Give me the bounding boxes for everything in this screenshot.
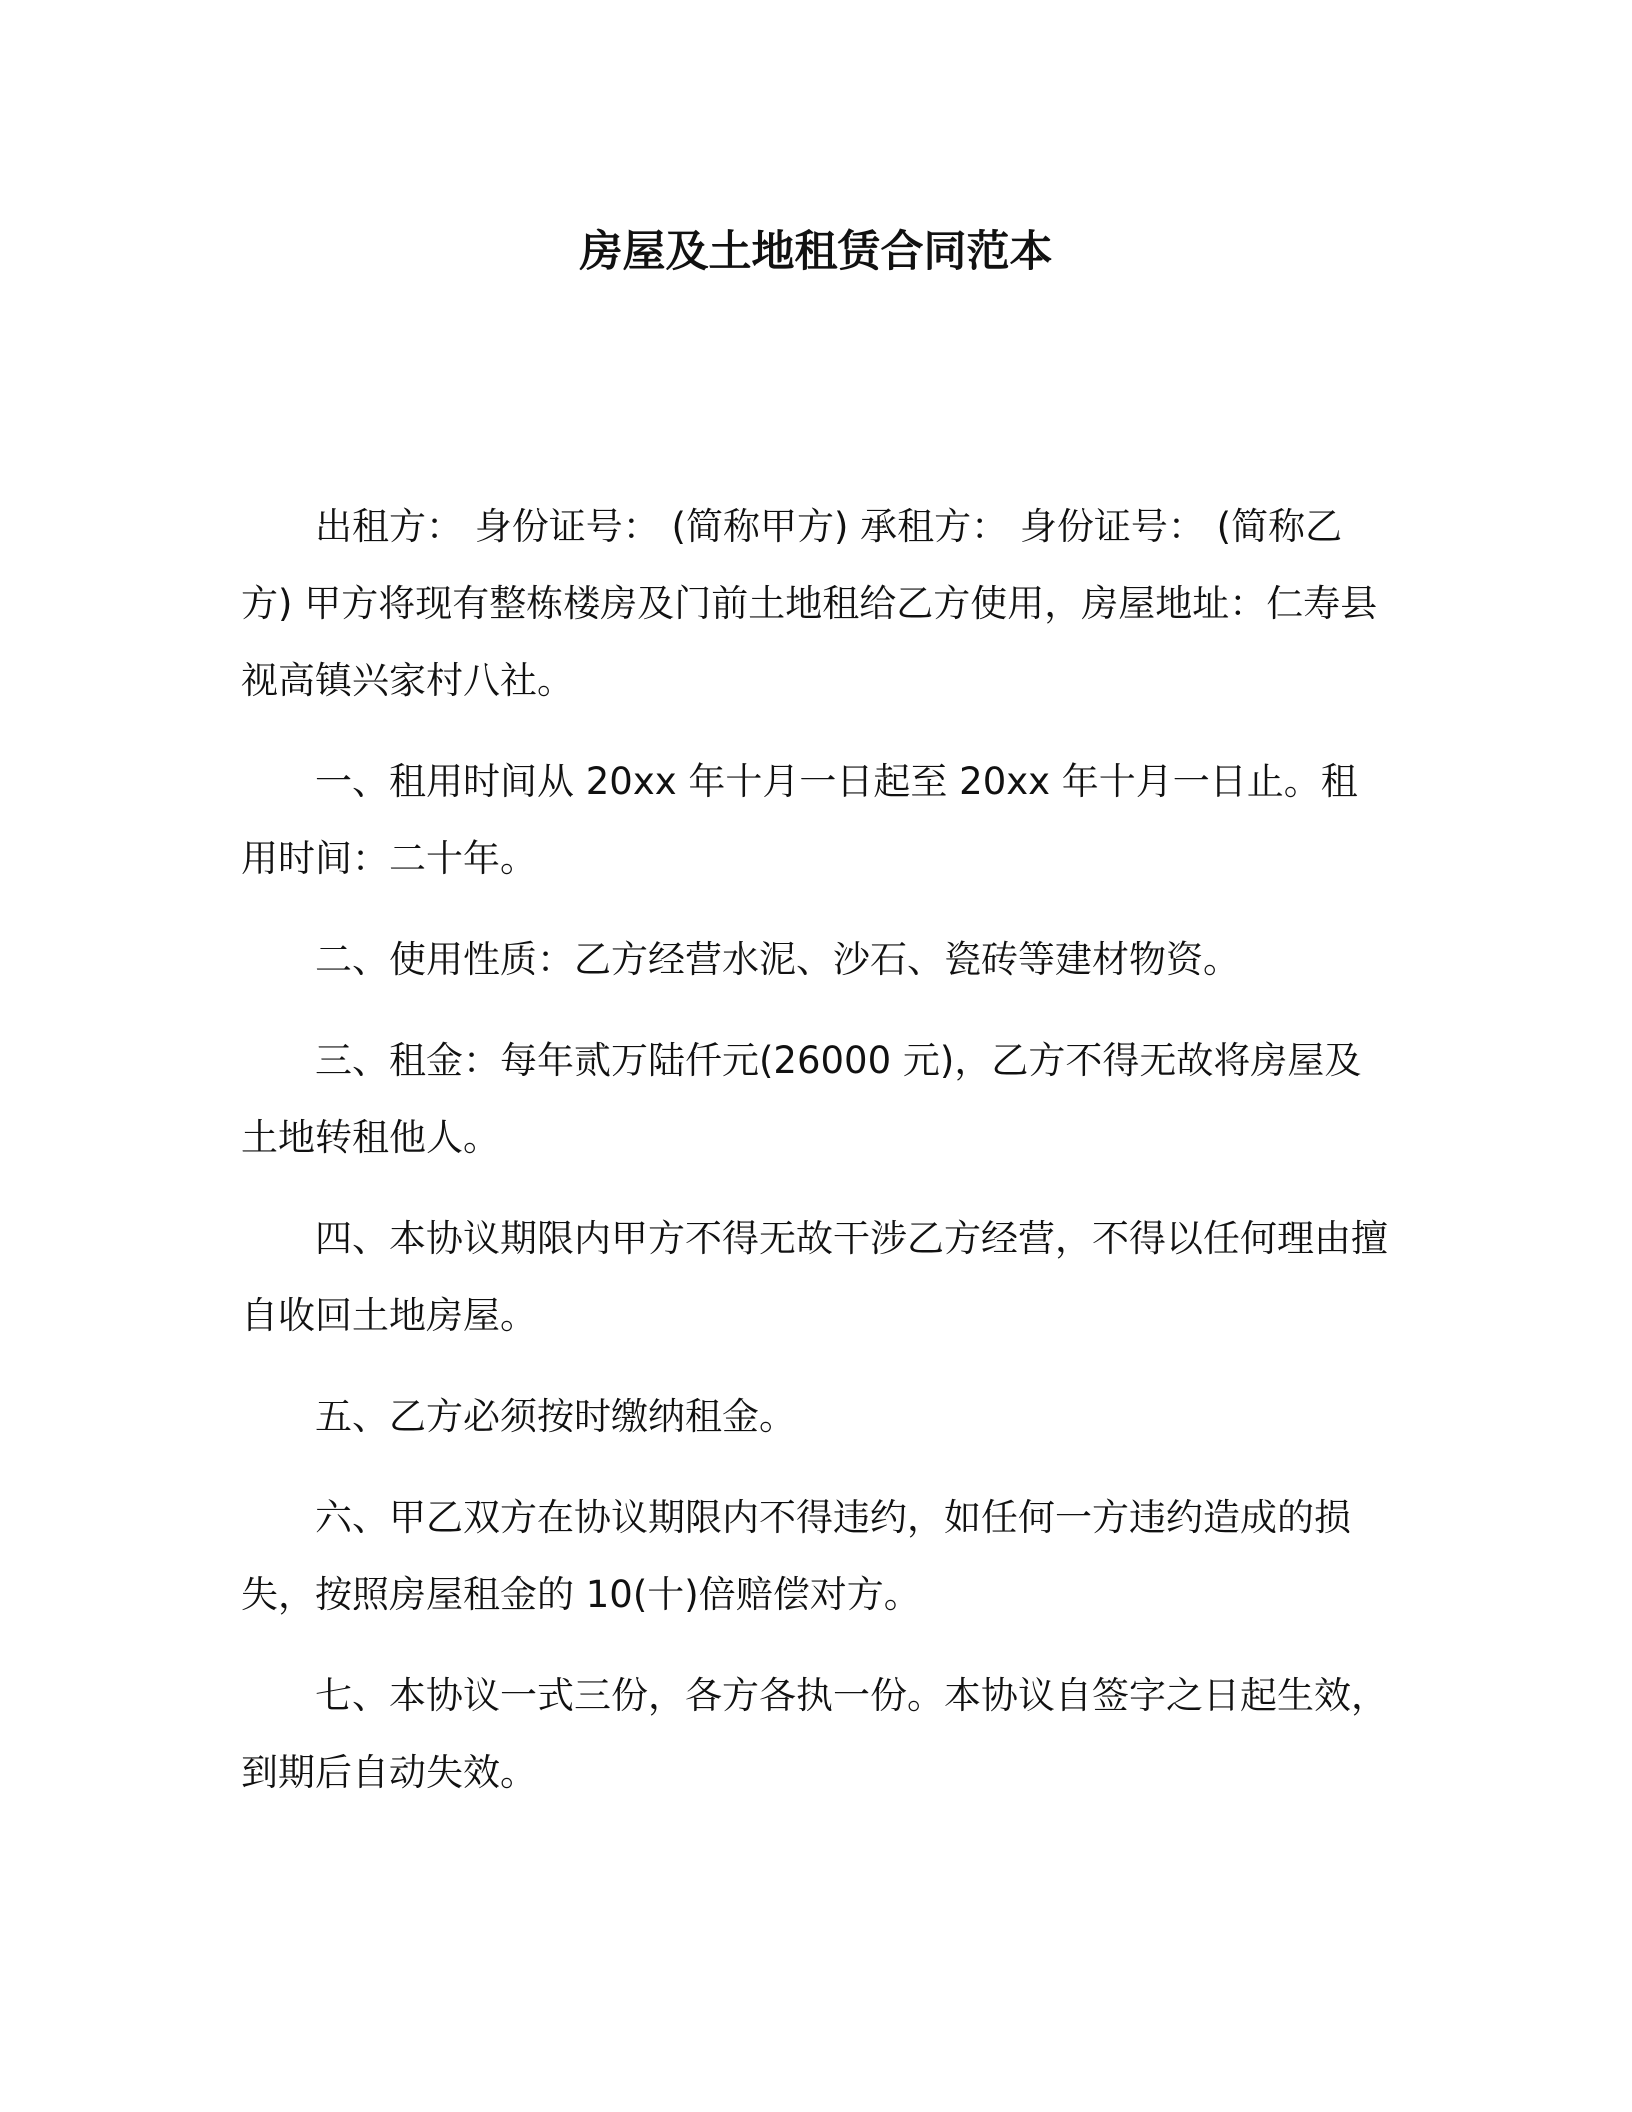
paragraph-no-interference: 四、本协议期限内甲方不得无故干涉乙方经营，不得以任何理由擅自收回土地房屋。 bbox=[241, 1217, 1388, 1337]
paragraph-parties: 出租方： 身份证号： (简称甲方) 承租方： 身份证号： (简称乙方) 甲方将现有整栋楼房及门前土地租给乙方使用，房屋地址：仁寿县视高镇兴家村八社。 bbox=[241, 505, 1378, 702]
paragraph-breach: 六、甲乙双方在协议期限内不得违约，如任何一方违约造成的损失，按照房屋租金的 10(十)倍赔偿对方。 bbox=[241, 1496, 1351, 1616]
document-body bbox=[241, 488, 1391, 1835]
paragraph-usage: 二、使用性质：乙方经营水泥、沙石、瓷砖等建材物资。 bbox=[315, 938, 1240, 981]
paragraph-payment: 五、乙方必须按时缴纳租金。 bbox=[315, 1395, 796, 1438]
document-title: 房屋及土地租赁合同范本 bbox=[579, 227, 1053, 277]
paragraph-copies: 七、本协议一式三份，各方各执一份。本协议自签字之日起生效，到期后自动失效。 bbox=[241, 1674, 1388, 1794]
paragraph-term: 一、租用时间从 20xx 年十月一日起至 20xx 年十月一日止。租用时间：二十年。 bbox=[241, 760, 1358, 880]
paragraph-rent: 三、租金：每年贰万陆仟元(26000 元)，乙方不得无故将房屋及土地转租他人。 bbox=[241, 1039, 1362, 1159]
